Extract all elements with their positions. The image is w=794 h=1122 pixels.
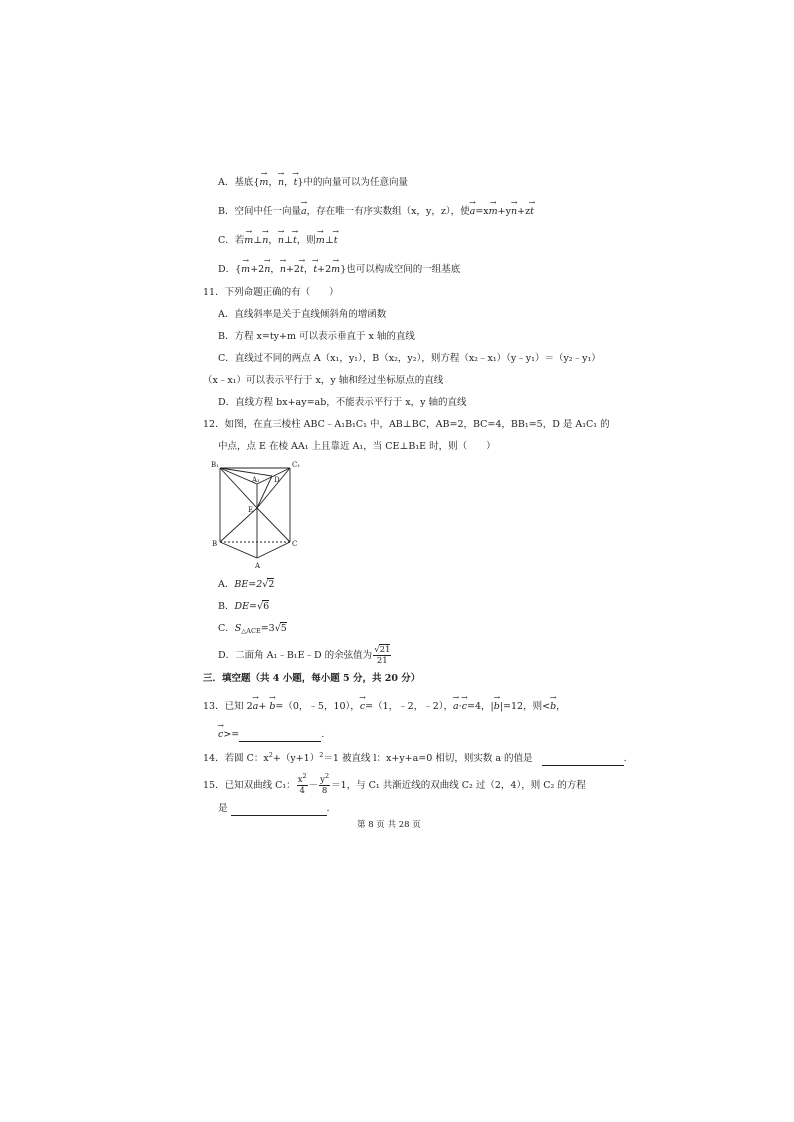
prism-figure: [210, 458, 310, 573]
label-c1: C₁: [292, 461, 301, 469]
label-a1: A₁: [252, 476, 260, 484]
q12-stem-line1: 12．如图，在直三棱柱 ABC﹣A₁B₁C₁ 中，AB⊥BC，AB=2，BC=4，BB₁=5，D 是 A₁C₁ 的: [203, 419, 610, 430]
q11-option-a: A．直线斜率是关于直线倾斜角的增函数: [218, 309, 387, 320]
q13-answer-blank[interactable]: [239, 731, 321, 742]
q15-line1: 15．已知双曲线 C₁： $\frac{x^2}{4}$ － $\frac{y^2}{8}$ ＝1，与 C₁ 共渐近线的双曲线 C₂ 过（2，4），则 C₂ 的方程: [203, 772, 586, 796]
q11-option-d: D．直线方程 bx+ay=ab，不能表示平行于 x，y 轴的直线: [218, 397, 467, 408]
q14-answer-blank[interactable]: [542, 755, 624, 766]
page-footer: 第 8 页 共 28 页: [357, 820, 421, 830]
q11-stem: 11．下列命题正确的有（ ）: [203, 287, 339, 298]
label-b1: B₁: [211, 461, 219, 469]
q10-option-a: A．基底{→ m，→ n，→ t}中的向量可以为任意向量: [218, 176, 408, 190]
q10-option-c: C．若→ m⊥→ n，→ n⊥→ t，则→ m⊥→ t: [218, 234, 338, 248]
q14: 14．若圆 C：$x^2+(y+1)^2=1$ 被直线 l：x+y+a=0 相切，则实数 a 的值是 .: [203, 751, 627, 764]
label-b: B: [212, 540, 218, 548]
q10-option-b: B．空间中任一向量→ a，存在唯一有序实数组（x，y，z），使→ a=x→ m+y→ n+z→ t: [218, 205, 534, 219]
q11-option-b: B．方程 x=ty+m 可以表示垂直于 x 轴的直线: [218, 331, 415, 342]
q15-line2: 是 .: [218, 803, 330, 814]
q15-answer-blank[interactable]: [231, 805, 327, 816]
q13-line2: → c>= .: [218, 728, 324, 742]
section-3-heading: 三．填空题（共 4 小题，每小题 5 分，共 20 分）: [203, 673, 421, 684]
q10-option-d: D．{→ m+2→ n，→ n+2→ t，→ t+2→ m}也可以构成空间的一组基底: [218, 263, 460, 277]
label-c: C: [292, 540, 298, 548]
q12-option-c: C．$S_{\triangle ACE}=3√5$: [218, 623, 287, 635]
label-d: D: [274, 476, 280, 484]
q11-option-c-line2: （x﹣x₁）可以表示平行于 x，y 轴和经过坐标原点的直线: [203, 375, 444, 386]
label-a: A: [255, 562, 261, 570]
q12-option-a: A．BE=2√2: [218, 579, 275, 590]
q12-option-d: D．二面角 A₁﹣B₁E﹣D 的余弦值为 $\frac{√21}{21}$: [218, 645, 391, 666]
label-e: E: [248, 506, 254, 514]
q12-stem-line2: 中点，点 E 在棱 AA₁ 上且靠近 A₁，当 CE⊥B₁E 时，则（ ）: [218, 441, 496, 452]
q12-option-b: B．DE=√6: [218, 601, 270, 612]
q13-line1: 13．已知 2→ a+ → b=（0，﹣5，10），→ c=（1，﹣2，﹣2），→ a·→ c=4，|→ b|=12，则<→ b，: [203, 700, 566, 714]
q11-option-c-line1: C．直线过不同的两点 A（x₁，y₁），B（x₂，y₂），则方程（x₂﹣x₁）（y﹣y₁）＝（y₂﹣y₁）: [218, 353, 601, 364]
